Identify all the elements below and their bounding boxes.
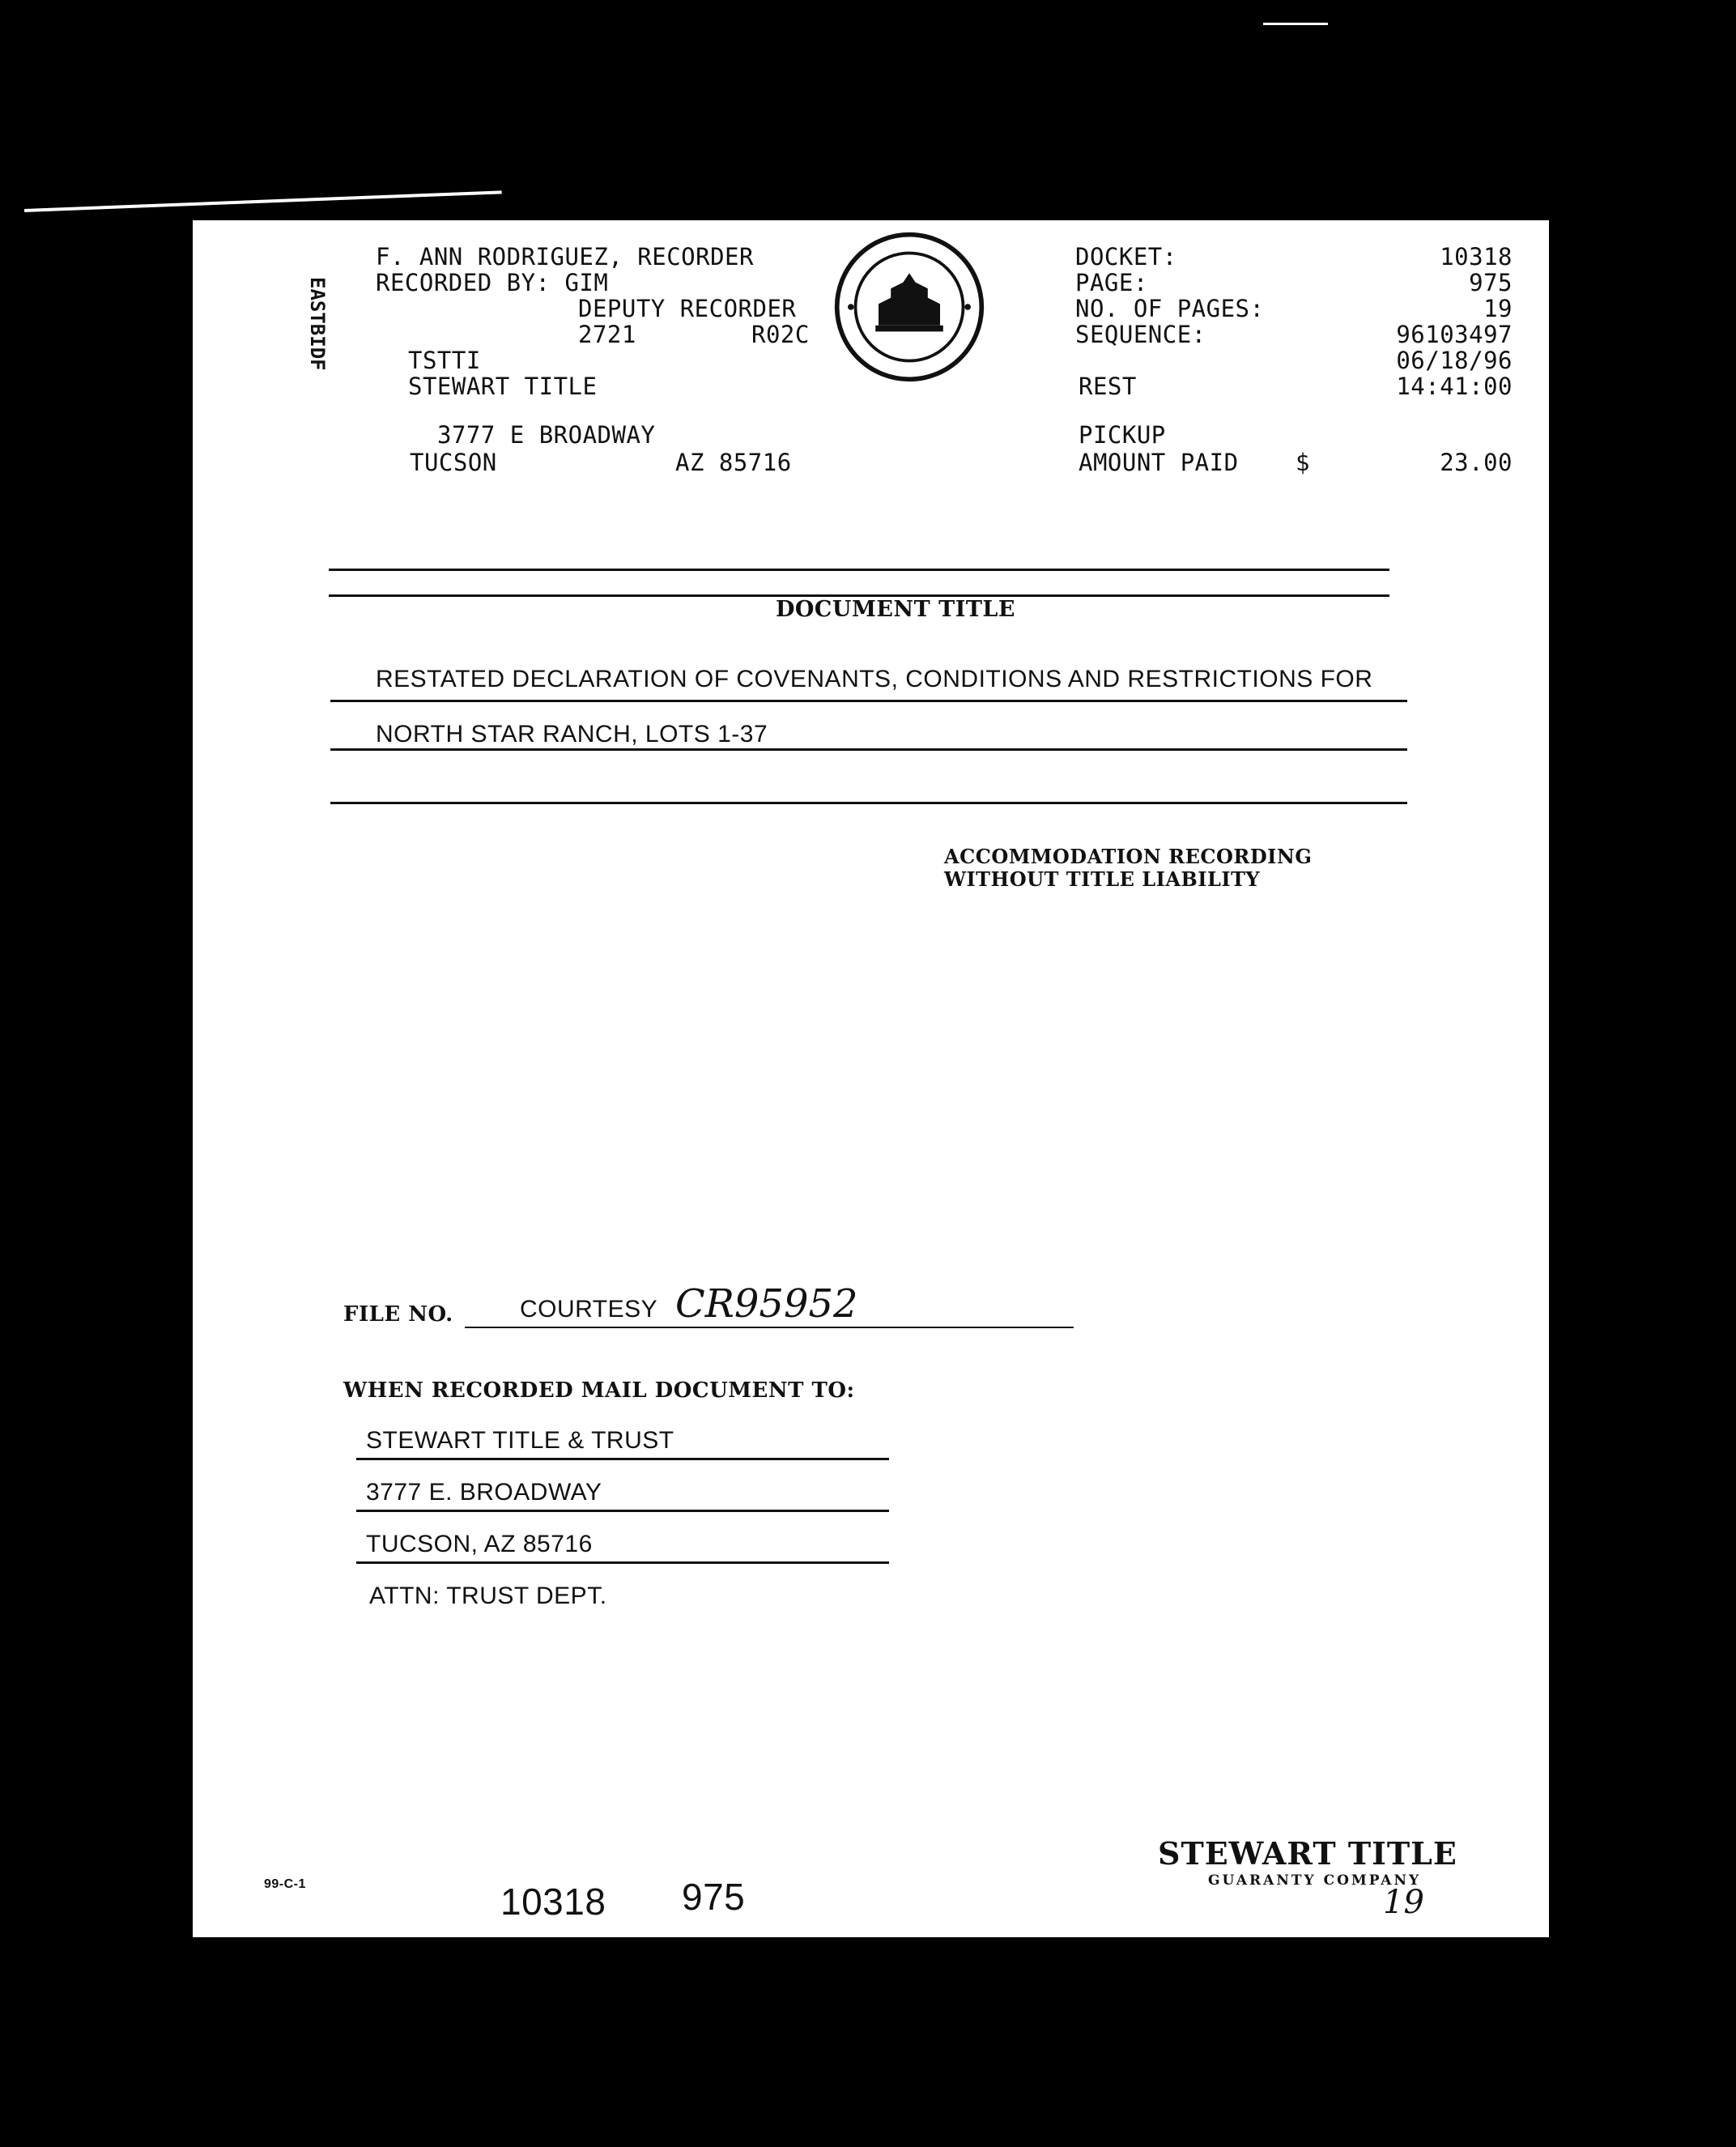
mail-to-line-3: TUCSON, AZ 85716 [366,1531,593,1557]
mail-to-rule-1 [356,1458,889,1460]
form-code: 99-C-1 [264,1877,306,1891]
hand-page-count: 19 [1383,1884,1424,1921]
stewart-title-sub: GUARANTY COMPANY [1208,1872,1422,1889]
record-time: 14:41:00 [1396,373,1513,400]
amount-label: AMOUNT PAID [1079,449,1239,476]
account-city: TUCSON [410,449,497,476]
page-value: 975 [1469,269,1513,296]
scan-streak [1263,23,1328,25]
title-line-3-rule [330,802,1407,804]
pickup-label: PICKUP [1079,421,1166,449]
file-no-typed: COURTESY [520,1296,658,1323]
recorder-code-1: 2721 [578,321,636,348]
account-code: TSTTI [408,347,481,374]
title-rule-top [329,569,1389,571]
account-state-zip: AZ 85716 [675,449,792,476]
recorder-name: F. ANN RODRIGUEZ, RECORDER [376,243,754,271]
mail-to-line-1: STEWART TITLE & TRUST [366,1427,674,1454]
file-no-label: FILE NO. [343,1302,453,1327]
accommodation-note-1: ACCOMMODATION RECORDING [944,845,1313,868]
mail-to-rule-3 [356,1561,889,1564]
amount-value: 23.00 [1440,449,1513,476]
accommodation-note-2: WITHOUT TITLE LIABILITY [944,867,1261,891]
docket-label: DOCKET: [1075,243,1177,271]
mail-to-heading: WHEN RECORDED MAIL DOCUMENT TO: [343,1378,855,1403]
county-seal [832,230,986,384]
scan-streak [24,190,502,212]
recorder-code-2: R02C [751,321,810,348]
file-no-handwritten: CR95952 [675,1281,858,1327]
document-page [193,220,1549,1937]
rest-label: REST [1079,373,1137,400]
stewart-title-logo: STEWART TITLE [1158,1835,1457,1872]
mail-to-line-2: 3777 E. BROADWAY [366,1479,602,1506]
footer-page: 975 [682,1876,746,1918]
record-date: 06/18/96 [1396,347,1513,374]
document-title-heading: DOCUMENT TITLE [776,597,1015,622]
pages-value: 19 [1483,295,1513,322]
account-company: STEWART TITLE [408,373,598,400]
sequence-label: SEQUENCE: [1075,321,1206,348]
pages-label: NO. OF PAGES: [1075,295,1265,322]
mail-to-line-4: ATTN: TRUST DEPT. [369,1583,607,1609]
account-address: 3777 E BROADWAY [437,421,656,449]
title-line-1-rule [330,700,1407,702]
currency-symbol: $ [1296,449,1310,476]
footer-docket: 10318 [500,1881,606,1923]
recorded-by: RECORDED BY: GIM [376,269,609,296]
mail-to-rule-2 [356,1510,889,1512]
document-title-line-1: RESTATED DECLARATION OF COVENANTS, CONDITIONS AND RESTRICTIONS FOR [376,666,1373,692]
deputy-recorder: DEPUTY RECORDER [578,295,797,322]
side-stamp: EASTBIDF [306,277,329,371]
page-label: PAGE: [1075,269,1148,296]
title-line-2-rule [330,748,1407,751]
sequence-value: 96103497 [1396,321,1513,348]
docket-value: 10318 [1440,243,1513,271]
file-no-rule [465,1327,1074,1328]
document-title-line-2: NORTH STAR RANCH, LOTS 1-37 [376,721,768,748]
